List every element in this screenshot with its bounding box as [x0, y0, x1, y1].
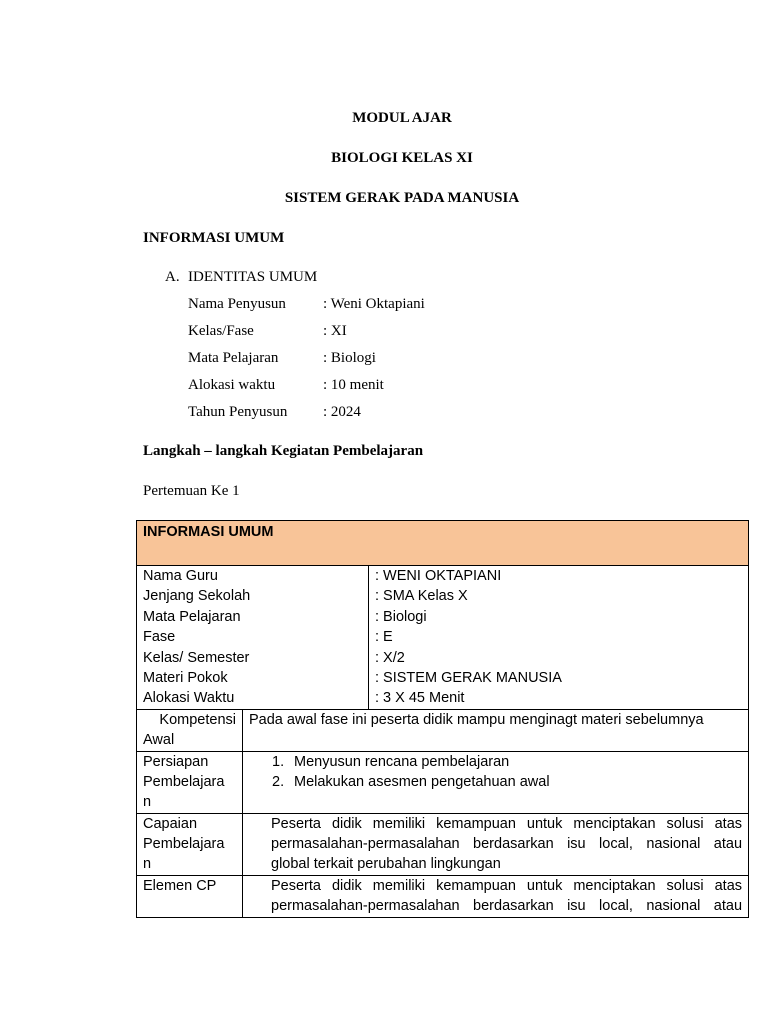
info-label: Jenjang Sekolah [143, 588, 251, 605]
identitas-label: Mata Pelajaran [188, 350, 279, 366]
capaian-text-cell [243, 813, 749, 875]
row-label: Capaian [143, 815, 198, 832]
row-label: Awal [143, 732, 175, 749]
paragraph-line: Peserta didik memiliki kemampuan untuk menciptakan solusi atas [271, 815, 743, 832]
list-text: Melakukan asesmen pengetahuan awal [294, 773, 550, 790]
doc-subtitle: BIOLOGI KELAS XI [331, 150, 473, 166]
identitas-value: : Weni Oktapiani [323, 296, 425, 312]
list-item [272, 752, 742, 772]
langkah-heading: Langkah – langkah Kegiatan Pembelajaran [143, 443, 424, 459]
list-marker: A. [165, 269, 180, 285]
persiapan-list-cell [243, 751, 749, 813]
identitas-heading: IDENTITAS UMUM [188, 269, 318, 285]
list-number: 2. [272, 773, 285, 790]
info-label: Alokasi Waktu [143, 690, 235, 707]
row-label: Kompetensi [159, 711, 236, 728]
info-label: Nama Guru [143, 568, 218, 584]
row-label: n [143, 856, 152, 873]
info-label: Kelas/ Semester [143, 649, 250, 666]
row-label: Persiapan [143, 753, 209, 770]
paragraph-line: permasalahan-permasalahan berdasarkan isu local, nasional atau [271, 898, 743, 915]
identitas-label: Kelas/Fase [188, 323, 254, 339]
info-label: Materi Pokok [143, 669, 228, 686]
pertemuan-label: Pertemuan Ke 1 [143, 483, 240, 499]
info-value: : SISTEM GERAK MANUSIA [375, 669, 562, 686]
table-row [137, 751, 749, 813]
list-text: Menyusun rencana pembelajaran [294, 753, 510, 770]
info-value: : WENI OKTAPIANI [375, 568, 502, 584]
info-labels-cell [137, 566, 369, 710]
table-row [137, 813, 749, 875]
capaian-label-cell [137, 813, 243, 875]
paragraph-line: permasalahan-permasalahan berdasarkan isu local, nasional atau [271, 836, 743, 853]
list-number: 1. [272, 753, 285, 770]
identitas-value: : 10 menit [323, 377, 384, 393]
identitas-label: Tahun Penyusun [188, 404, 288, 420]
info-label: Fase [143, 629, 176, 646]
row-label: Pembelajara [143, 836, 225, 853]
paragraph-line: Peserta didik memiliki kemampuan untuk menciptakan solusi atas [271, 877, 743, 894]
doc-topic: SISTEM GERAK PADA MANUSIA [284, 190, 520, 206]
elemen-text-cell [243, 875, 749, 917]
table-header-row [137, 521, 749, 566]
row-label: Pembelajara [143, 773, 225, 790]
kompetensi-label-cell [137, 709, 243, 751]
kompetensi-value: Pada awal fase ini peserta didik mampu menginagt materi sebelumnya [243, 709, 749, 751]
table-row [137, 709, 749, 751]
row-label: n [143, 794, 152, 811]
identitas-label: Alokasi waktu [188, 377, 276, 393]
info-value: : 3 X 45 Menit [375, 690, 465, 707]
table-row [137, 875, 749, 917]
list-item [272, 772, 742, 792]
info-values-cell [369, 566, 749, 710]
info-value: : SMA Kelas X [375, 588, 468, 605]
info-label: Mata Pelajaran [143, 608, 241, 625]
identitas-label: Nama Penyusun [188, 296, 286, 312]
section-heading: INFORMASI UMUM [143, 230, 285, 246]
info-value: : E [375, 629, 393, 646]
identitas-value: : XI [323, 323, 347, 339]
paragraph-line: global terkait perubahan lingkungan [271, 856, 501, 873]
identitas-value: : 2024 [323, 404, 361, 420]
info-value: : Biologi [375, 608, 427, 625]
persiapan-label-cell [137, 751, 243, 813]
doc-title: MODUL AJAR [352, 110, 452, 126]
table-header: INFORMASI UMUM [137, 521, 749, 566]
table-row [137, 566, 749, 710]
info-value: : X/2 [375, 649, 405, 666]
elemen-label: Elemen CP [137, 875, 243, 917]
info-table [136, 520, 749, 918]
identitas-value: : Biologi [323, 350, 376, 366]
